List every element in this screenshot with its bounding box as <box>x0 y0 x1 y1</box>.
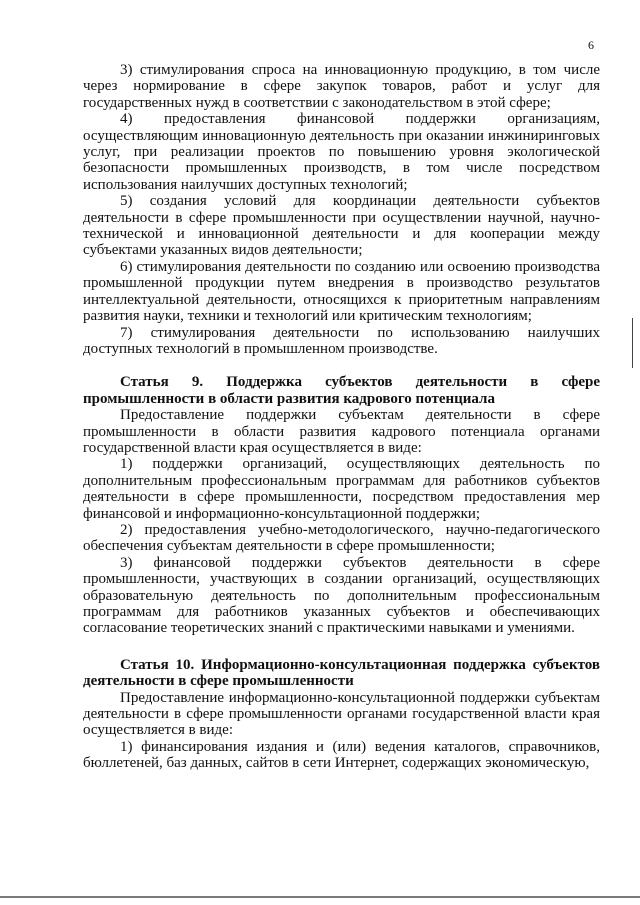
scan-bottom-edge <box>0 896 640 898</box>
article-10-intro: Предоставление информационно-консультационной поддержки субъектам деятельности в сфере промышленности органами государственной власти края осуществляется в виде: <box>83 689 600 739</box>
article-9-item-1: 1) поддержки организаций, осуществляющих деятельность по дополнительным профессиональным программам для работников субъектов деятельности в сфере промышленности, посредством предоставления мер финансовой и информационно-консультационной поддержки; <box>83 456 600 522</box>
article-8-item-5: 5) создания условий для координации деятельности субъектов деятельности в сфере промышленности при осуществлении научной, научно-технической и инновационной деятельности и для кооперации между субъектами указанных видов деятельности; <box>83 193 600 259</box>
article-10-item-1: 1) финансирования издания и (или) ведения каталогов, справочников, бюллетеней, баз данных, сайтов в сети Интернет, содержащих экономическую, <box>83 738 600 772</box>
article-9-item-2: 2) предоставления учебно-методологического, научно-педагогического обеспечения субъектам деятельности в сфере промышленности; <box>83 521 600 555</box>
article-8-item-7: 7) стимулирования деятельности по использованию наилучших доступных технологий в промышленном производстве. <box>83 324 600 357</box>
article-8-item-3: 3) стимулирования спроса на инновационную продукцию, в том числе через нормирование в сфере закупок товаров, работ и услуг для государственных нужд в соответствии с законодательством в этой сфере; <box>83 62 600 111</box>
scan-edge-mark <box>632 318 633 368</box>
article-8-item-6: 6) стимулирования деятельности по созданию или освоению производства промышленной продукции путем внедрения в производство результатов интеллектуальной деятельности, относящихся к приоритетным направлениям развития науки, техники и технологий или критическим технологиям; <box>83 258 600 325</box>
page-number: 6 <box>588 38 594 52</box>
article-10-heading: Статья 10. Информационно-консультационная поддержка субъектов деятельности в сфере промышленности <box>83 656 600 690</box>
article-9-intro: Предоставление поддержки субъектам деятельности в сфере промышленности в области развития кадрового потенциала органами государственной власти края осуществляется в виде: <box>83 407 600 456</box>
article-8-item-4: 4) предоставления финансовой поддержки организациям, осуществляющим инновационную деятельность при оказании инжиниринговых услуг, при реализации проектов по повышению уровня экологической безопасности промышленных производств, в том числе посредством использования наилучших доступных технологий; <box>83 111 600 193</box>
article-9-item-3: 3) финансовой поддержки субъектов деятельности в сфере промышленности, участвующих в создании организаций, осуществляющих образовательную деятельность по дополнительным профессиональным программам для работников указанных субъектов и обеспечивающих согласование теоретических знаний с практическими навыками и умениями. <box>83 554 600 637</box>
document-body <box>83 62 600 772</box>
article-9-heading: Статья 9. Поддержка субъектов деятельности в сфере промышленности в области развития кадрового потенциала <box>83 374 600 407</box>
